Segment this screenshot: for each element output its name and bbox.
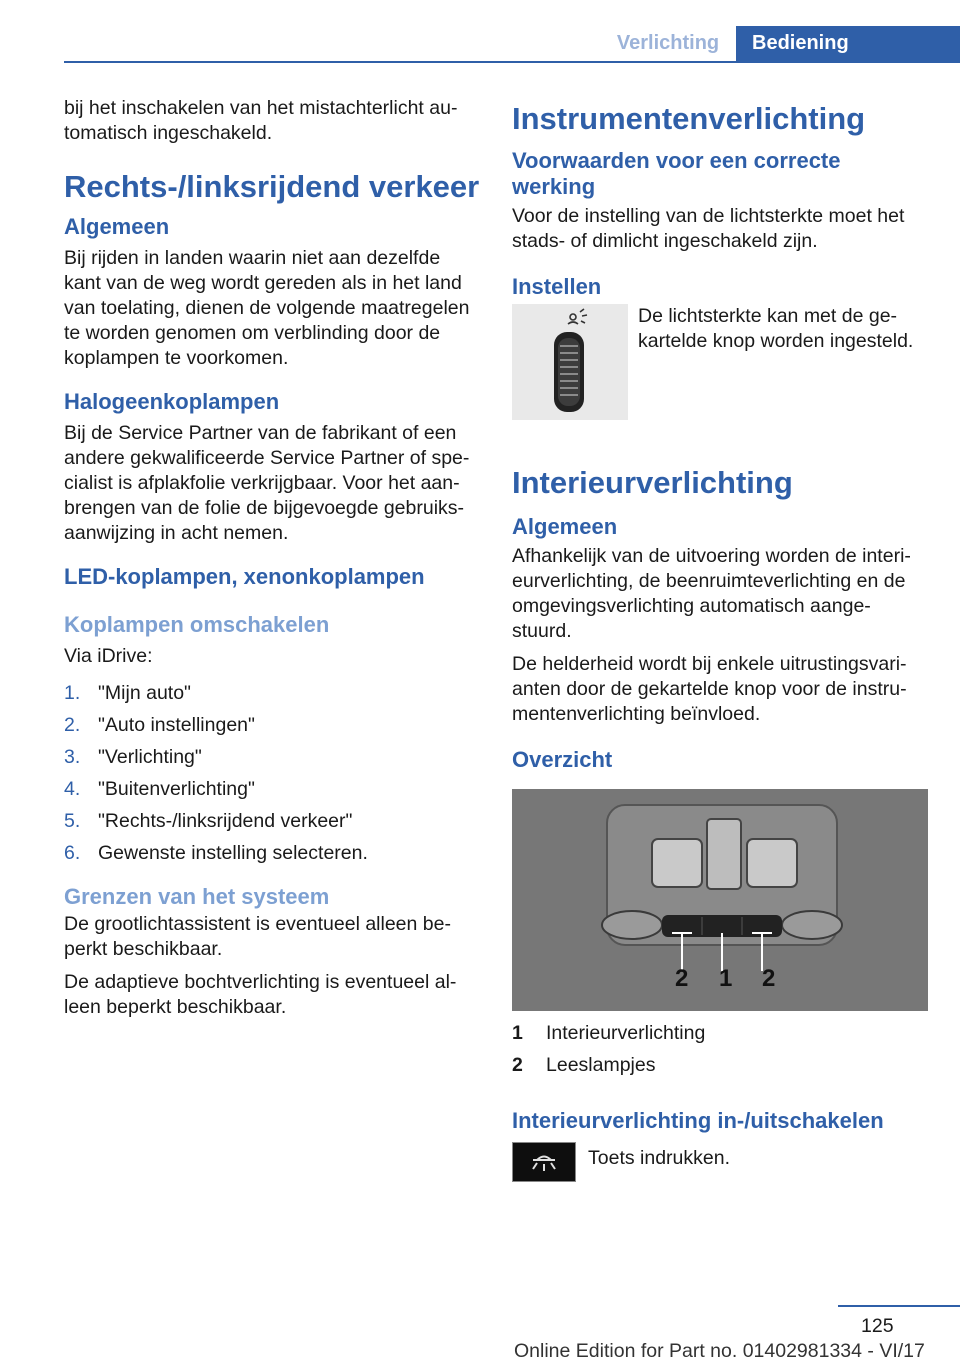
steps-list (64, 681, 480, 866)
step-number: 3. (64, 746, 81, 768)
page-number: 125 (861, 1315, 894, 1337)
heading-omschakelen: Koplampen omschakelen (64, 612, 330, 637)
footer-rule (838, 1305, 960, 1307)
heading-rechts-links: Rechts-/linksrijdend verkeer (64, 169, 480, 204)
callout-1: 1 (719, 965, 733, 992)
overview-image (512, 789, 928, 1011)
left-column (64, 96, 480, 1028)
legend-text: Interieurverlichting (546, 1022, 706, 1044)
heading-instellen: Instellen (512, 274, 602, 299)
callout-2-right: 2 (762, 965, 776, 992)
heading-in-uit: Interieurverlichting in-/uitschakelen (512, 1108, 884, 1133)
interior-light-button-image (512, 1142, 576, 1182)
knurled-knob-icon (512, 304, 628, 420)
idrive-text: Via iDrive: (64, 645, 153, 667)
heading-instrument: Instrumentenverlichting (512, 101, 866, 136)
step-text: "Auto instellingen" (98, 714, 255, 736)
step-text: "Verlichting" (98, 746, 202, 768)
list-item (64, 777, 480, 802)
legend-item (512, 1021, 928, 1046)
instellen-row (512, 304, 928, 420)
step-text: "Mijn auto" (98, 682, 191, 704)
header-rule (64, 61, 960, 63)
list-item (64, 745, 480, 770)
step-number: 1. (64, 682, 81, 704)
legend-text: Leeslampjes (546, 1054, 656, 1076)
interior-light-icon (513, 1143, 575, 1181)
step-number: 5. (64, 810, 81, 832)
list-item (64, 841, 480, 866)
heading-voorwaarden: Voorwaarden voor een correcte werking (512, 148, 841, 199)
list-item (64, 809, 480, 834)
heading-led: LED-koplampen, xenonkoplampen (64, 564, 425, 589)
grenzen-text-2: De adaptieve bochtverlichting is eventueel al-leen beperkt beschikbaar. (64, 971, 457, 1018)
grenzen-text-1: De grootlichtassistent is eventueel alleen be-perkt beschikbaar. (64, 913, 451, 960)
legend-item (512, 1053, 928, 1078)
algemeen-interieur-text-2: De helderheid wordt bij enkele uitrustingsvari-anten door de gekartelde knop voor de instru-mentenverlichting beïnvloed. (512, 653, 907, 725)
heading-overzicht: Overzicht (512, 747, 613, 772)
intro-text: bij het inschakelen van het mistachterlicht au-tomatisch ingeschakeld. (64, 97, 458, 144)
header-chapter: Bediening (736, 26, 960, 63)
instellen-text: De lichtsterkte kan met de ge-kartelde knop worden ingesteld. (638, 305, 914, 352)
right-column (512, 96, 928, 1182)
heading-grenzen: Grenzen van het systeem (64, 884, 330, 909)
edition-text: Online Edition for Part no. 01402981334 - VI/17 (514, 1340, 925, 1362)
heading-halogeen: Halogeenkoplampen (64, 389, 280, 414)
step-number: 2. (64, 714, 81, 736)
header-section: Verlichting (616, 32, 720, 54)
step-text: "Buitenverlichting" (98, 778, 255, 800)
step-number: 6. (64, 842, 81, 864)
knob-image (512, 304, 628, 420)
heading-algemeen: Algemeen (64, 214, 170, 239)
list-item (64, 713, 480, 738)
step-number: 4. (64, 778, 81, 800)
step-text: "Rechts-/linksrijdend verkeer" (98, 810, 353, 832)
halogeen-text: Bij de Service Partner van de fabrikant of een andere gekwalificeerde Service Partner of spe-cialist is afplakfolie verkrijgbaar. Voor het aan-brengen van de folie de bijgevoegde gebruiks-aanwijzing in acht nemen. (64, 422, 470, 544)
algemeen-text: Bij rijden in landen waarin niet aan dezelfde kant van de weg wordt gereden als in het land van toelating, dienen de volgende maatregelen te worden genomen om verblinding door de koplampen te voorkomen. (64, 247, 470, 369)
heading-interieur: Interieurverlichting (512, 465, 793, 500)
heading-algemeen-interieur: Algemeen (512, 514, 618, 539)
callout-2-left: 2 (675, 965, 689, 992)
legend-number: 2 (512, 1054, 523, 1076)
toets-row (512, 1142, 928, 1182)
algemeen-interieur-text-1: Afhankelijk van de uitvoering worden de interi-eurverlichting, de beenruimteverlichting en de omgevingsverlichting automatisch aange-stuurd. (512, 545, 911, 642)
voorwaarden-text: Voor de instelling van de lichtsterkte moet het stads- of dimlicht ingeschakeld zijn. (512, 205, 905, 252)
list-item (64, 681, 480, 706)
step-text: Gewenste instelling selecteren. (98, 842, 368, 864)
legend-number: 1 (512, 1022, 523, 1044)
toets-text: Toets indrukken. (588, 1147, 730, 1169)
